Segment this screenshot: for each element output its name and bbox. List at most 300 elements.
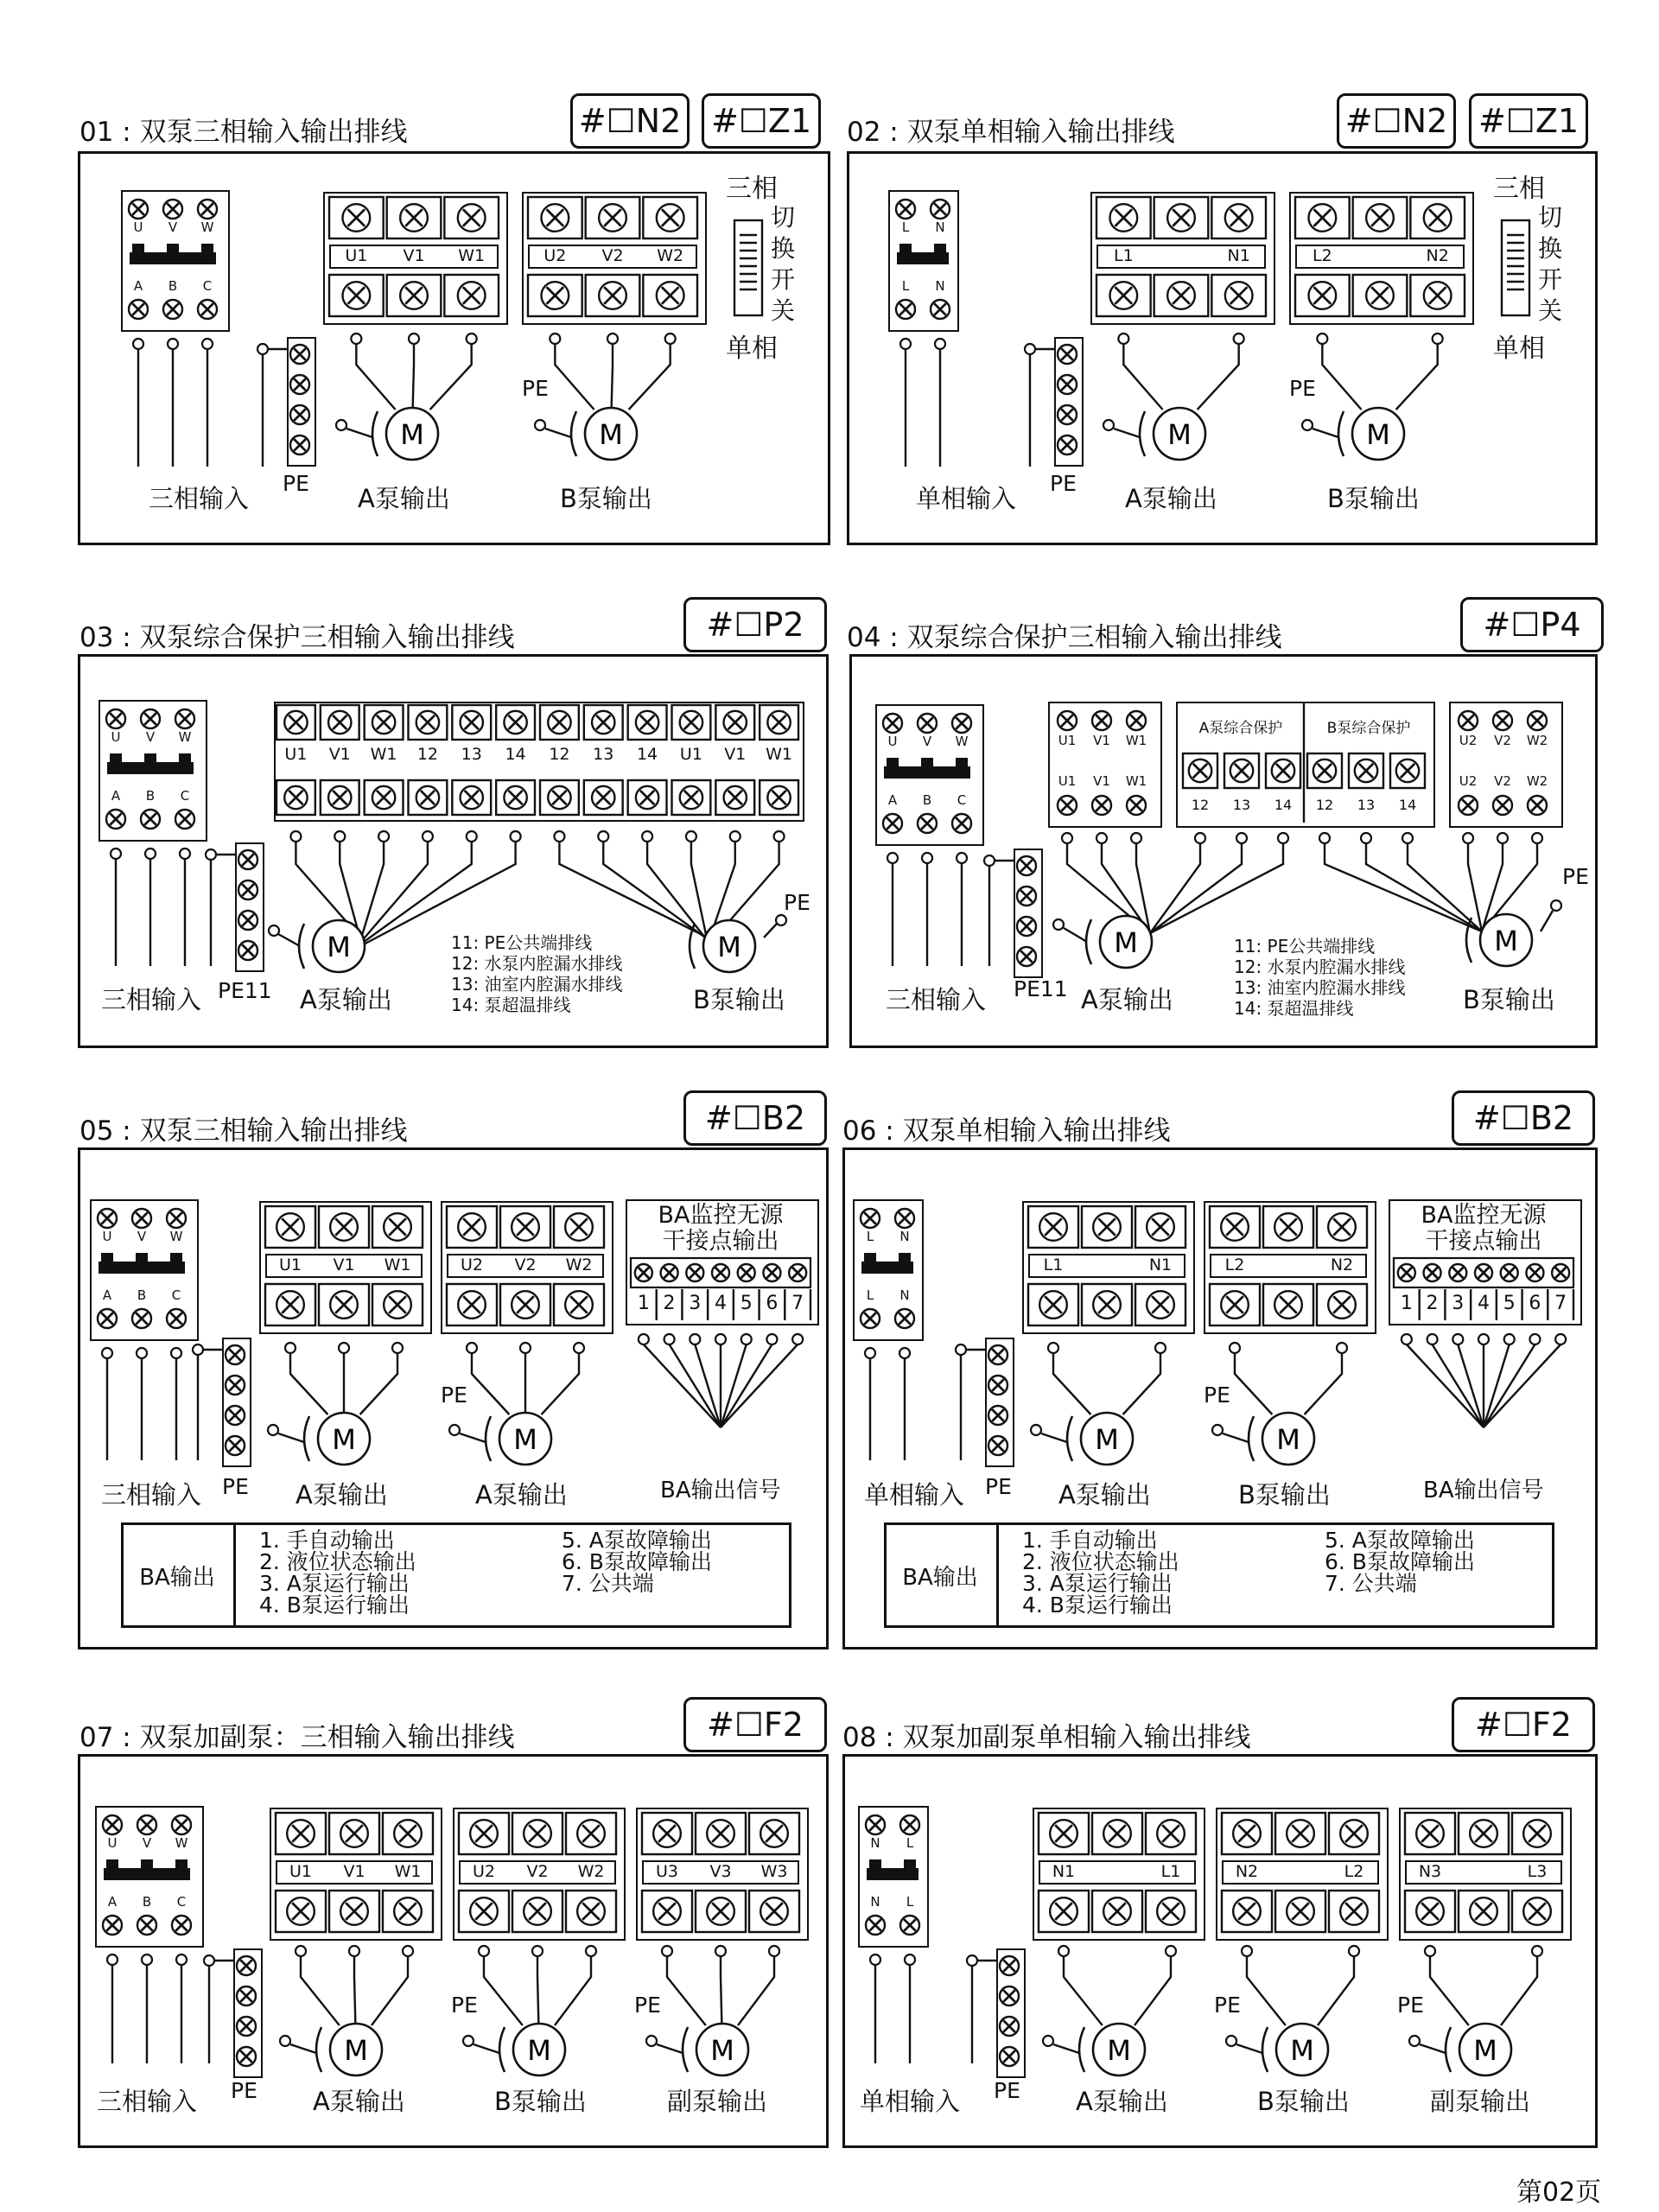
motor-wire xyxy=(667,1956,706,2025)
terminal-screw-icon xyxy=(1523,1897,1551,1925)
terminal-screw-icon xyxy=(680,711,702,734)
ba-number: 2 xyxy=(663,1293,676,1314)
ba-number: 2 xyxy=(1426,1293,1439,1314)
output-label: A泵输出 xyxy=(1058,1480,1151,1510)
terminal-label: U2 xyxy=(1459,773,1478,789)
terminal-label: U1 xyxy=(1058,773,1077,789)
ba-table-item: 2. 液位状态输出 xyxy=(1022,1549,1179,1574)
terminal-label: N1 xyxy=(1227,246,1250,265)
terminal-screw-icon xyxy=(132,1309,151,1328)
ba-number: 3 xyxy=(1452,1293,1465,1314)
motor-wire xyxy=(1247,1956,1286,2025)
ba-number: 1 xyxy=(1400,1293,1413,1314)
wire-end-dot xyxy=(257,344,268,354)
motor-ground-wire xyxy=(474,2044,499,2053)
legend-line: 13: 油室内腔漏水排线 xyxy=(1234,977,1406,998)
motor-label: M xyxy=(400,418,424,451)
switch-bottom-label: 单相 xyxy=(1493,334,1545,364)
terminal-screw-icon xyxy=(1093,1291,1121,1319)
output-label: 副泵输出 xyxy=(1430,2087,1531,2116)
motor-wire xyxy=(301,1956,340,2025)
terminal-screw-icon xyxy=(340,1897,368,1925)
terminal-screw-icon xyxy=(276,1291,304,1319)
motor-wire xyxy=(430,344,472,410)
wire-end-dot xyxy=(107,1955,118,1965)
protection-a-label: A泵综合保护 xyxy=(1198,720,1283,737)
terminal-label: L3 xyxy=(1527,1862,1548,1881)
motor-wire xyxy=(647,842,708,941)
wire-end-dot xyxy=(334,831,345,842)
terminal-label: U2 xyxy=(473,1862,495,1881)
breaker-top-label: U xyxy=(102,1229,112,1244)
motor-bracket xyxy=(304,1416,309,1461)
terminal-label: W1 xyxy=(1125,773,1147,789)
wire-end-dot xyxy=(1131,833,1141,843)
terminal-screw-icon xyxy=(1147,1213,1174,1241)
terminal-screw-icon xyxy=(577,1897,605,1925)
breaker-lever xyxy=(107,762,194,774)
wire-end-dot xyxy=(792,1334,803,1344)
breaker-pole xyxy=(170,1253,182,1263)
switch-side-label: 关 xyxy=(1538,296,1563,325)
wire-end-dot xyxy=(865,1348,875,1358)
terminal-label-strip xyxy=(1223,1861,1378,1884)
wire-end-dot xyxy=(900,339,911,349)
terminal-screw-icon xyxy=(1017,856,1036,875)
terminal-label: V1 xyxy=(333,1255,355,1274)
wire-end-dot xyxy=(467,334,477,344)
motor-wire xyxy=(360,842,472,944)
terminal-screw-icon xyxy=(226,1345,245,1364)
terminal-screw-icon xyxy=(952,714,971,733)
output-label: A泵输出 xyxy=(313,2087,405,2116)
section-title: 06 : 双泵单相输入输出排线 xyxy=(842,1116,1171,1147)
motor-label: M xyxy=(1276,1423,1300,1456)
switch-side-label: 关 xyxy=(771,296,796,325)
terminal-label: N1 xyxy=(1052,1862,1076,1881)
breaker-top-label: U xyxy=(887,734,898,749)
input-label: 单相输入 xyxy=(864,1480,965,1510)
ba-table-item: 1. 手自动输出 xyxy=(1022,1528,1158,1553)
terminal-screw-icon xyxy=(1470,1820,1497,1847)
wire-end-dot xyxy=(1058,1946,1069,1956)
terminal-screw-icon xyxy=(1287,1820,1314,1847)
terminal-label: L1 xyxy=(1160,1862,1181,1881)
terminal-screw-icon xyxy=(1109,204,1137,232)
terminal-label: V3 xyxy=(709,1862,732,1881)
terminal-screw-icon xyxy=(167,1209,186,1228)
terminal-label: N2 xyxy=(1426,246,1449,265)
wire-end-dot xyxy=(520,1343,531,1353)
wire-end-dot xyxy=(766,1334,777,1344)
strip-label: 12 xyxy=(416,745,438,764)
terminal-screw-icon xyxy=(1424,282,1452,309)
terminal-screw-icon xyxy=(1103,1897,1131,1925)
input-label: 三相输入 xyxy=(149,484,250,513)
breaker-lever xyxy=(104,1868,190,1880)
wire-end-dot xyxy=(290,831,301,842)
ba-title-1: BA监控无源 xyxy=(658,1202,784,1229)
motor-wire xyxy=(1150,843,1283,933)
terminal-screw-icon xyxy=(1328,1213,1356,1241)
breaker-top-label: W xyxy=(200,219,214,235)
terminal-screw-icon xyxy=(577,1820,605,1847)
wire-end-dot xyxy=(1497,833,1508,843)
motor-wire xyxy=(1123,344,1162,410)
motor-label: M xyxy=(332,1423,356,1456)
terminal-screw-icon xyxy=(290,345,309,364)
switch-side-label: 换 xyxy=(1538,234,1563,263)
motor-wire xyxy=(629,344,671,410)
wire-end-dot xyxy=(133,339,143,349)
wire-end-dot xyxy=(715,1946,726,1956)
strip-label: W1 xyxy=(370,745,397,764)
wire-end-dot xyxy=(137,1348,147,1358)
terminal-screw-icon xyxy=(237,2017,256,2036)
terminal-screw-icon xyxy=(1233,1897,1261,1925)
breaker-pole xyxy=(175,1859,188,1870)
input-label: 三相输入 xyxy=(101,1480,202,1510)
model-code-badge: #☐P2 xyxy=(683,597,827,652)
protection-number: 13 xyxy=(1232,797,1251,813)
terminal-screw-icon xyxy=(1103,1820,1131,1847)
terminal-screw-icon xyxy=(931,300,950,319)
breaker-top-label: V xyxy=(168,219,178,235)
ba-number: 6 xyxy=(766,1293,779,1314)
breaker-bottom-label: A xyxy=(111,788,121,804)
terminal-screw-icon xyxy=(400,282,428,309)
output-label: A泵输出 xyxy=(475,1480,568,1510)
terminal-screw-icon xyxy=(340,1820,368,1847)
terminal-screw-icon xyxy=(141,810,160,829)
ba-table-item: 1. 手自动输出 xyxy=(259,1528,395,1553)
terminal-label: V1 xyxy=(1093,733,1110,748)
motor-wire xyxy=(1322,344,1361,410)
terminal-screw-icon xyxy=(1475,1264,1492,1281)
terminal-screw-icon xyxy=(141,709,160,728)
motor-bracket xyxy=(499,2027,505,2072)
terminal-screw-icon xyxy=(458,1213,486,1241)
terminal-screw-icon xyxy=(1157,1897,1185,1925)
ba-title-1: BA监控无源 xyxy=(1421,1202,1547,1229)
terminal-screw-icon xyxy=(1058,375,1077,394)
wire-end-dot xyxy=(168,339,178,349)
breaker-pole xyxy=(869,1859,881,1870)
terminal-screw-icon xyxy=(163,200,182,219)
breaker-bottom-label: N xyxy=(899,1287,910,1303)
ba-number: 1 xyxy=(637,1293,650,1314)
terminal-screw-icon xyxy=(657,204,684,232)
breaker-top-label: N xyxy=(935,219,945,235)
motor-ground-wire xyxy=(1114,429,1140,437)
wire-end-dot xyxy=(887,853,898,863)
terminal-screw-icon xyxy=(512,1291,539,1319)
breaker-lever xyxy=(897,252,949,264)
output-label: A泵输出 xyxy=(300,985,392,1014)
wire-end-dot xyxy=(378,831,389,842)
wire-end-dot xyxy=(202,339,213,349)
input-label: 三相输入 xyxy=(97,2087,198,2116)
terminal-screw-icon xyxy=(738,1264,755,1281)
terminal-screw-icon xyxy=(238,941,257,960)
terminal-screw-icon xyxy=(524,1897,551,1925)
terminal-label: U1 xyxy=(279,1255,302,1274)
terminal-label: V1 xyxy=(1093,773,1110,789)
terminal-screw-icon xyxy=(328,711,351,734)
breaker-top-label: U xyxy=(133,219,143,235)
switch-side-label: 切 xyxy=(1538,203,1563,232)
pe-label: PE xyxy=(231,2078,257,2103)
terminal-screw-icon xyxy=(238,880,257,899)
terminal-screw-icon xyxy=(895,1309,914,1328)
motor-wire xyxy=(1198,344,1239,410)
terminal-screw-icon xyxy=(1157,1820,1185,1847)
wire-end-dot xyxy=(1043,2036,1053,2046)
wire-end-dot xyxy=(1337,1343,1347,1353)
wire-end-dot xyxy=(967,1955,977,1966)
wire-end-dot xyxy=(639,1334,649,1344)
motor-wire xyxy=(413,344,414,410)
wire-end-dot xyxy=(1532,833,1542,843)
ba-table-header: BA输出 xyxy=(121,1522,236,1628)
switch-side-label: 切 xyxy=(771,203,796,232)
motor-pe-label: PE xyxy=(1214,1993,1241,2018)
breaker-top-label: L xyxy=(866,1229,874,1244)
switch-side-label: 开 xyxy=(1538,265,1563,294)
wire-end-dot xyxy=(984,855,995,866)
motor-bracket xyxy=(1079,2027,1084,2072)
terminal-screw-icon xyxy=(1396,760,1419,782)
motor-wire xyxy=(472,1353,509,1414)
terminal-screw-icon xyxy=(918,814,937,833)
terminal-screw-icon xyxy=(1000,1956,1019,1975)
legend-line: 12: 水泵内腔漏水排线 xyxy=(451,953,623,974)
output-label: B泵输出 xyxy=(1257,2087,1350,2116)
terminal-screw-icon xyxy=(712,1264,729,1281)
terminal-label-strip xyxy=(460,1861,615,1884)
terminal-screw-icon xyxy=(1274,1213,1302,1241)
terminal-screw-icon xyxy=(1230,760,1253,782)
terminal-label: V2 xyxy=(601,246,624,265)
wire-end-dot xyxy=(957,853,967,863)
motor-bracket xyxy=(1249,1416,1254,1461)
terminal-screw-icon xyxy=(789,1264,806,1281)
terminal-label: L2 xyxy=(1344,1862,1364,1881)
wire-end-dot xyxy=(664,1334,675,1344)
terminal-screw-icon xyxy=(861,1209,880,1228)
wire-end-dot xyxy=(1349,1946,1359,1956)
terminal-screw-icon xyxy=(1449,1264,1466,1281)
terminal-screw-icon xyxy=(172,1815,191,1834)
terminal-screw-icon xyxy=(653,1820,681,1847)
breaker-pole xyxy=(864,1253,876,1263)
terminal-screw-icon xyxy=(1416,1820,1444,1847)
wire-end-dot xyxy=(1529,1334,1540,1344)
breaker-pole xyxy=(899,244,912,254)
wire-end-dot xyxy=(646,2036,657,2046)
model-code-badge: #☐B2 xyxy=(1452,1090,1595,1146)
breaker-top-label: N xyxy=(870,1835,880,1851)
wire-end-dot xyxy=(1532,1946,1542,1956)
breaker-bottom-label: C xyxy=(176,1894,187,1910)
terminal-screw-icon xyxy=(290,375,309,394)
terminal-screw-icon xyxy=(372,711,395,734)
terminal-screw-icon xyxy=(1109,282,1137,309)
terminal-screw-icon xyxy=(1058,711,1077,730)
terminal-screw-icon xyxy=(1221,1213,1249,1241)
terminal-screw-icon xyxy=(635,1264,652,1281)
motor-bracket xyxy=(1140,411,1145,456)
motor-pe-label: PE xyxy=(634,1993,661,2018)
terminal-screw-icon xyxy=(1147,1291,1174,1319)
motor-wire xyxy=(612,344,613,410)
terminal-screw-icon xyxy=(512,1213,539,1241)
motor-wire xyxy=(1501,1956,1537,2025)
wire-end-dot xyxy=(730,831,741,842)
terminal-screw-icon xyxy=(1127,711,1146,730)
terminal-screw-icon xyxy=(1050,1897,1077,1925)
terminal-screw-icon xyxy=(1233,1820,1261,1847)
wire-end-dot xyxy=(1427,1334,1438,1344)
wire-end-dot xyxy=(449,1425,460,1435)
terminal-screw-icon xyxy=(767,711,790,734)
terminal-screw-icon xyxy=(290,405,309,424)
wire-end-dot xyxy=(392,1343,403,1353)
model-code-badge: #☐Z1 xyxy=(1469,93,1588,149)
breaker-pole xyxy=(956,758,968,768)
terminal-label-strip xyxy=(1211,1255,1366,1277)
terminal-screw-icon xyxy=(1167,282,1195,309)
terminal-screw-icon xyxy=(1493,796,1512,815)
terminal-screw-icon xyxy=(599,204,626,232)
terminal-screw-icon xyxy=(1039,1213,1067,1241)
motor-ground-wire xyxy=(290,2044,316,2053)
terminal-screw-icon xyxy=(1058,405,1077,424)
breaker-bottom-label: B xyxy=(922,792,932,808)
terminal-label-strip xyxy=(643,1861,798,1884)
terminal-label: W2 xyxy=(577,1862,605,1881)
terminal-label: U2 xyxy=(543,246,567,265)
input-label: 三相输入 xyxy=(886,985,987,1014)
terminal-screw-icon xyxy=(1366,282,1394,309)
pe-label: PE xyxy=(283,471,309,496)
wire-end-dot xyxy=(1425,1946,1435,1956)
protection-number: 12 xyxy=(1315,797,1334,813)
wire-end-dot xyxy=(690,1334,700,1344)
output-label: B泵输出 xyxy=(1463,985,1555,1014)
terminal-screw-icon xyxy=(592,711,614,734)
wire-end-dot xyxy=(280,2036,290,2046)
terminal-label: W2 xyxy=(1526,773,1548,789)
terminal-screw-icon xyxy=(1017,887,1036,906)
model-code-badge: #☐Z1 xyxy=(702,93,821,149)
terminal-screw-icon xyxy=(1039,1291,1067,1319)
motor-wire xyxy=(555,344,594,410)
terminal-screw-icon xyxy=(883,714,902,733)
terminal-screw-icon xyxy=(1017,917,1036,936)
terminal-screw-icon xyxy=(1050,1820,1077,1847)
wire-end-dot xyxy=(403,1946,413,1956)
terminal-screw-icon xyxy=(98,1209,117,1228)
strip-label: V1 xyxy=(724,745,747,764)
breaker-pole xyxy=(106,1859,118,1870)
terminal-screw-icon xyxy=(1459,796,1478,815)
output-label: A泵输出 xyxy=(1081,985,1173,1014)
motor-ground-wire xyxy=(1041,1433,1067,1442)
output-label: A泵输出 xyxy=(1125,484,1217,513)
terminal-screw-icon xyxy=(724,786,747,809)
breaker-top-label: W xyxy=(955,734,969,749)
legend-line: 12: 水泵内腔漏水排线 xyxy=(1234,957,1406,977)
terminal-label: U1 xyxy=(345,246,368,265)
breaker-pole xyxy=(179,753,191,764)
ba-table-item: 7. 公共端 xyxy=(1325,1571,1417,1596)
switch-side-label: 换 xyxy=(771,234,796,263)
wire-end-dot xyxy=(296,1946,306,1956)
terminal-label-strip xyxy=(276,1861,432,1884)
motor-ground-wire xyxy=(346,429,372,437)
motor-wire xyxy=(1305,1353,1342,1414)
ba-table-item: 5. A泵故障输出 xyxy=(562,1528,712,1553)
breaker-pole xyxy=(904,1859,916,1870)
breaker-top-label: L xyxy=(906,1835,914,1851)
terminal-screw-icon xyxy=(394,1820,422,1847)
section-title: 02 : 双泵单相输入输出排线 xyxy=(847,117,1175,148)
terminal-screw-icon xyxy=(1416,1897,1444,1925)
terminal-screw-icon xyxy=(238,911,257,930)
wire-end-dot xyxy=(1433,334,1443,344)
breaker-pole xyxy=(141,1859,153,1870)
terminal-screw-icon xyxy=(1272,760,1294,782)
pe-label: PE xyxy=(1050,471,1077,496)
pe-label: PE xyxy=(985,1474,1012,1499)
terminal-screw-icon xyxy=(394,1897,422,1925)
wire-end-dot xyxy=(1031,1425,1041,1435)
terminal-screw-icon xyxy=(707,1897,734,1925)
breaker-top-label: N xyxy=(899,1229,910,1244)
wire-end-dot xyxy=(776,915,786,925)
terminal-screw-icon xyxy=(172,1916,191,1935)
motor-wire xyxy=(484,1956,523,2025)
input-label: 单相输入 xyxy=(916,484,1017,513)
legend-line: 14: 泵超温排线 xyxy=(451,995,571,1015)
wire-end-dot xyxy=(467,831,477,842)
terminal-screw-icon xyxy=(416,711,439,734)
wire-end-dot xyxy=(171,1348,181,1358)
ba-table-item: 7. 公共端 xyxy=(562,1571,654,1596)
breaker-pole xyxy=(110,753,122,764)
wire-end-dot xyxy=(905,1955,915,1965)
wire-end-dot xyxy=(1317,334,1327,344)
terminal-screw-icon xyxy=(883,814,902,833)
terminal-screw-icon xyxy=(866,1916,885,1935)
terminal-screw-icon xyxy=(287,1897,315,1925)
breaker-top-label: V xyxy=(142,1835,152,1851)
terminal-screw-icon xyxy=(900,1916,919,1935)
wire-end-dot xyxy=(665,334,676,344)
ba-table-item: 4. B泵运行输出 xyxy=(1022,1592,1173,1618)
wire-end-dot xyxy=(1402,833,1413,843)
terminal-screw-icon xyxy=(1523,1820,1551,1847)
wire-end-dot xyxy=(1226,2036,1236,2046)
input-label: 单相输入 xyxy=(860,2087,961,2116)
wire-end-dot xyxy=(467,1343,477,1353)
wire-end-dot xyxy=(935,339,945,349)
input-label: 三相输入 xyxy=(101,985,202,1014)
terminal-screw-icon xyxy=(1000,2047,1019,2066)
breaker-bottom-label: N xyxy=(935,278,945,294)
motor-bracket xyxy=(683,2027,688,2072)
